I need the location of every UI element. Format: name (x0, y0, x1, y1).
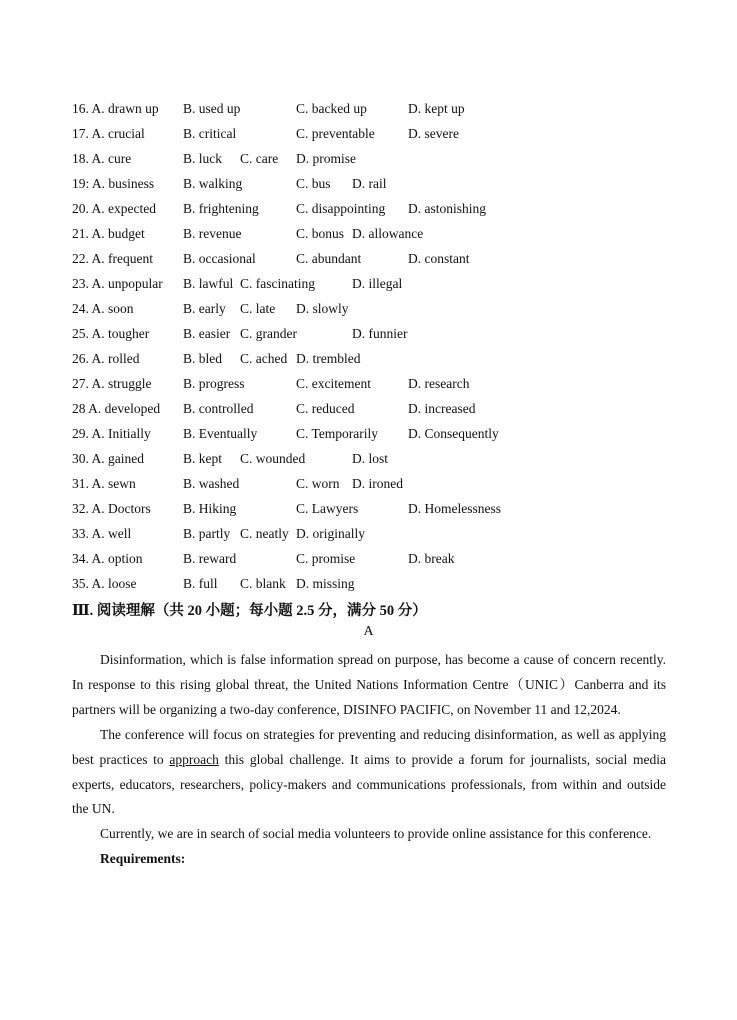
paragraph-2 (72, 723, 666, 823)
option-d: D. constant (408, 251, 470, 266)
option-d: D. allowance (352, 226, 424, 241)
section-title: Ⅲ. 阅读理解（共 20 小题；每小题 2.5 分，满分 50 分） (72, 603, 427, 619)
option-d: D. rail (352, 176, 387, 191)
paragraph-2-end: this global challenge. It aims to provide a forum for journalists, social media experts, educators, researchers, policy-makers and communications professionals, from within and outside the UN. (72, 751, 666, 817)
option-a: 26. A. rolled (72, 351, 140, 366)
option-d: D. lost (352, 451, 389, 466)
option-c: C. blank (240, 576, 286, 591)
paragraph-1: Disinformation, which is false information spread on purpose, has become a cause of concern recently. In response to this rising global threat, the United Nations Information Centre（UNIC）Canberra and its partners will be organizing a two-day conference, DISINFO PACIFIC, on November 11 and 12,2024. (72, 652, 666, 717)
option-a: 23. A. unpopular (72, 276, 163, 291)
option-d: D. severe (408, 126, 459, 141)
option-b: B. Hiking (183, 501, 237, 516)
option-b: B. lawful (183, 276, 234, 291)
question-row (72, 350, 672, 375)
option-c: C. bonus (296, 226, 345, 241)
question-row (72, 525, 672, 550)
question-row (72, 150, 672, 175)
option-c: C. bus (296, 176, 331, 191)
option-c: C. neatly (240, 526, 289, 541)
option-a: 35. A. loose (72, 576, 137, 591)
option-a: 19: A. business (72, 176, 155, 191)
option-a: 33. A. well (72, 526, 132, 541)
option-d: D. astonishing (408, 201, 487, 216)
option-b: B. luck (183, 151, 222, 166)
question-row (72, 175, 672, 200)
option-b: B. critical (183, 126, 237, 141)
option-c: C. Temporarily (296, 426, 379, 441)
option-c: C. promise (296, 551, 356, 566)
option-b: B. used up (183, 101, 241, 116)
option-b: B. easier (183, 326, 231, 341)
question-row (72, 300, 672, 325)
option-d: D. trembled (296, 351, 361, 366)
option-a: 17. A. crucial (72, 126, 145, 141)
option-b: B. controlled (183, 401, 254, 416)
option-d: D. missing (296, 576, 355, 591)
option-a: 29. A. Initially (72, 426, 151, 441)
option-a: 32. A. Doctors (72, 501, 151, 516)
option-b: B. progress (183, 376, 245, 391)
option-d: D. originally (296, 526, 365, 541)
option-a: 22. A. frequent (72, 251, 153, 266)
question-row (72, 125, 672, 150)
question-row (72, 275, 672, 300)
question-row (72, 575, 672, 600)
option-a: 16. A. drawn up (72, 101, 159, 116)
option-b: B. Eventually (183, 426, 258, 441)
option-a: 25. A. tougher (72, 326, 150, 341)
option-b: B. reward (183, 551, 237, 566)
option-c: C. wounded (240, 451, 306, 466)
option-c: C. backed up (296, 101, 367, 116)
option-b: B. washed (183, 476, 240, 491)
option-c: C. disappointing (296, 201, 386, 216)
underlined-word: approach (169, 751, 219, 767)
option-d: D. kept up (408, 101, 465, 116)
option-c: C. grander (240, 326, 297, 341)
option-d: D. break (408, 551, 455, 566)
option-d: D. Homelessness (408, 501, 501, 516)
question-row (72, 325, 672, 350)
question-row (72, 250, 672, 275)
option-c: C. abundant (296, 251, 362, 266)
reading-passage (72, 648, 666, 872)
option-a: 18. A. cure (72, 151, 132, 166)
paragraph-3: Currently, we are in search of social media volunteers to provide online assistance for this conference. (100, 826, 652, 842)
option-c: C. preventable (296, 126, 375, 141)
option-c: C. fascinating (240, 276, 315, 291)
option-d: D. illegal (352, 276, 403, 291)
option-d: D. increased (408, 401, 476, 416)
question-row (72, 450, 672, 475)
question-row (72, 475, 672, 500)
option-b: B. bled (183, 351, 222, 366)
option-b: B. walking (183, 176, 243, 191)
option-c: C. Lawyers (296, 501, 359, 516)
option-a: 27. A. struggle (72, 376, 152, 391)
option-c: C. worn (296, 476, 340, 491)
passage-letter: A (363, 624, 374, 639)
option-c: C. ached (240, 351, 288, 366)
question-row (72, 500, 672, 525)
option-a: 28 A. developed (72, 401, 161, 416)
option-a: 20. A. expected (72, 201, 156, 216)
question-row (72, 550, 672, 575)
question-row (72, 400, 672, 425)
option-b: B. early (183, 301, 226, 316)
option-d: D. slowly (296, 301, 349, 316)
option-c: C. excitement (296, 376, 371, 391)
option-b: B. partly (183, 526, 231, 541)
option-a: 34. A. option (72, 551, 143, 566)
paragraph-2-start: The conference will focus on strategies for preventing and reducing disinformation, as well as applying best practices to (72, 726, 666, 767)
option-b: B. kept (183, 451, 222, 466)
option-a: 31. A. sewn (72, 476, 136, 491)
question-options-list (72, 100, 672, 600)
option-c: C. late (240, 301, 276, 316)
question-row (72, 100, 672, 125)
question-row (72, 425, 672, 450)
option-c: C. reduced (296, 401, 355, 416)
option-d: D. ironed (352, 476, 403, 491)
option-c: C. care (240, 151, 279, 166)
option-d: D. research (408, 376, 470, 391)
question-row (72, 225, 672, 250)
option-a: 30. A. gained (72, 451, 144, 466)
question-row (72, 200, 672, 225)
option-d: D. promise (296, 151, 356, 166)
option-b: B. full (183, 576, 218, 591)
option-b: B. revenue (183, 226, 242, 241)
option-b: B. frightening (183, 201, 259, 216)
requirements-heading: Requirements: (100, 851, 186, 867)
option-d: D. Consequently (408, 426, 499, 441)
option-a: 24. A. soon (72, 301, 134, 316)
option-d: D. funnier (352, 326, 408, 341)
option-a: 21. A. budget (72, 226, 145, 241)
option-b: B. occasional (183, 251, 256, 266)
question-row (72, 375, 672, 400)
